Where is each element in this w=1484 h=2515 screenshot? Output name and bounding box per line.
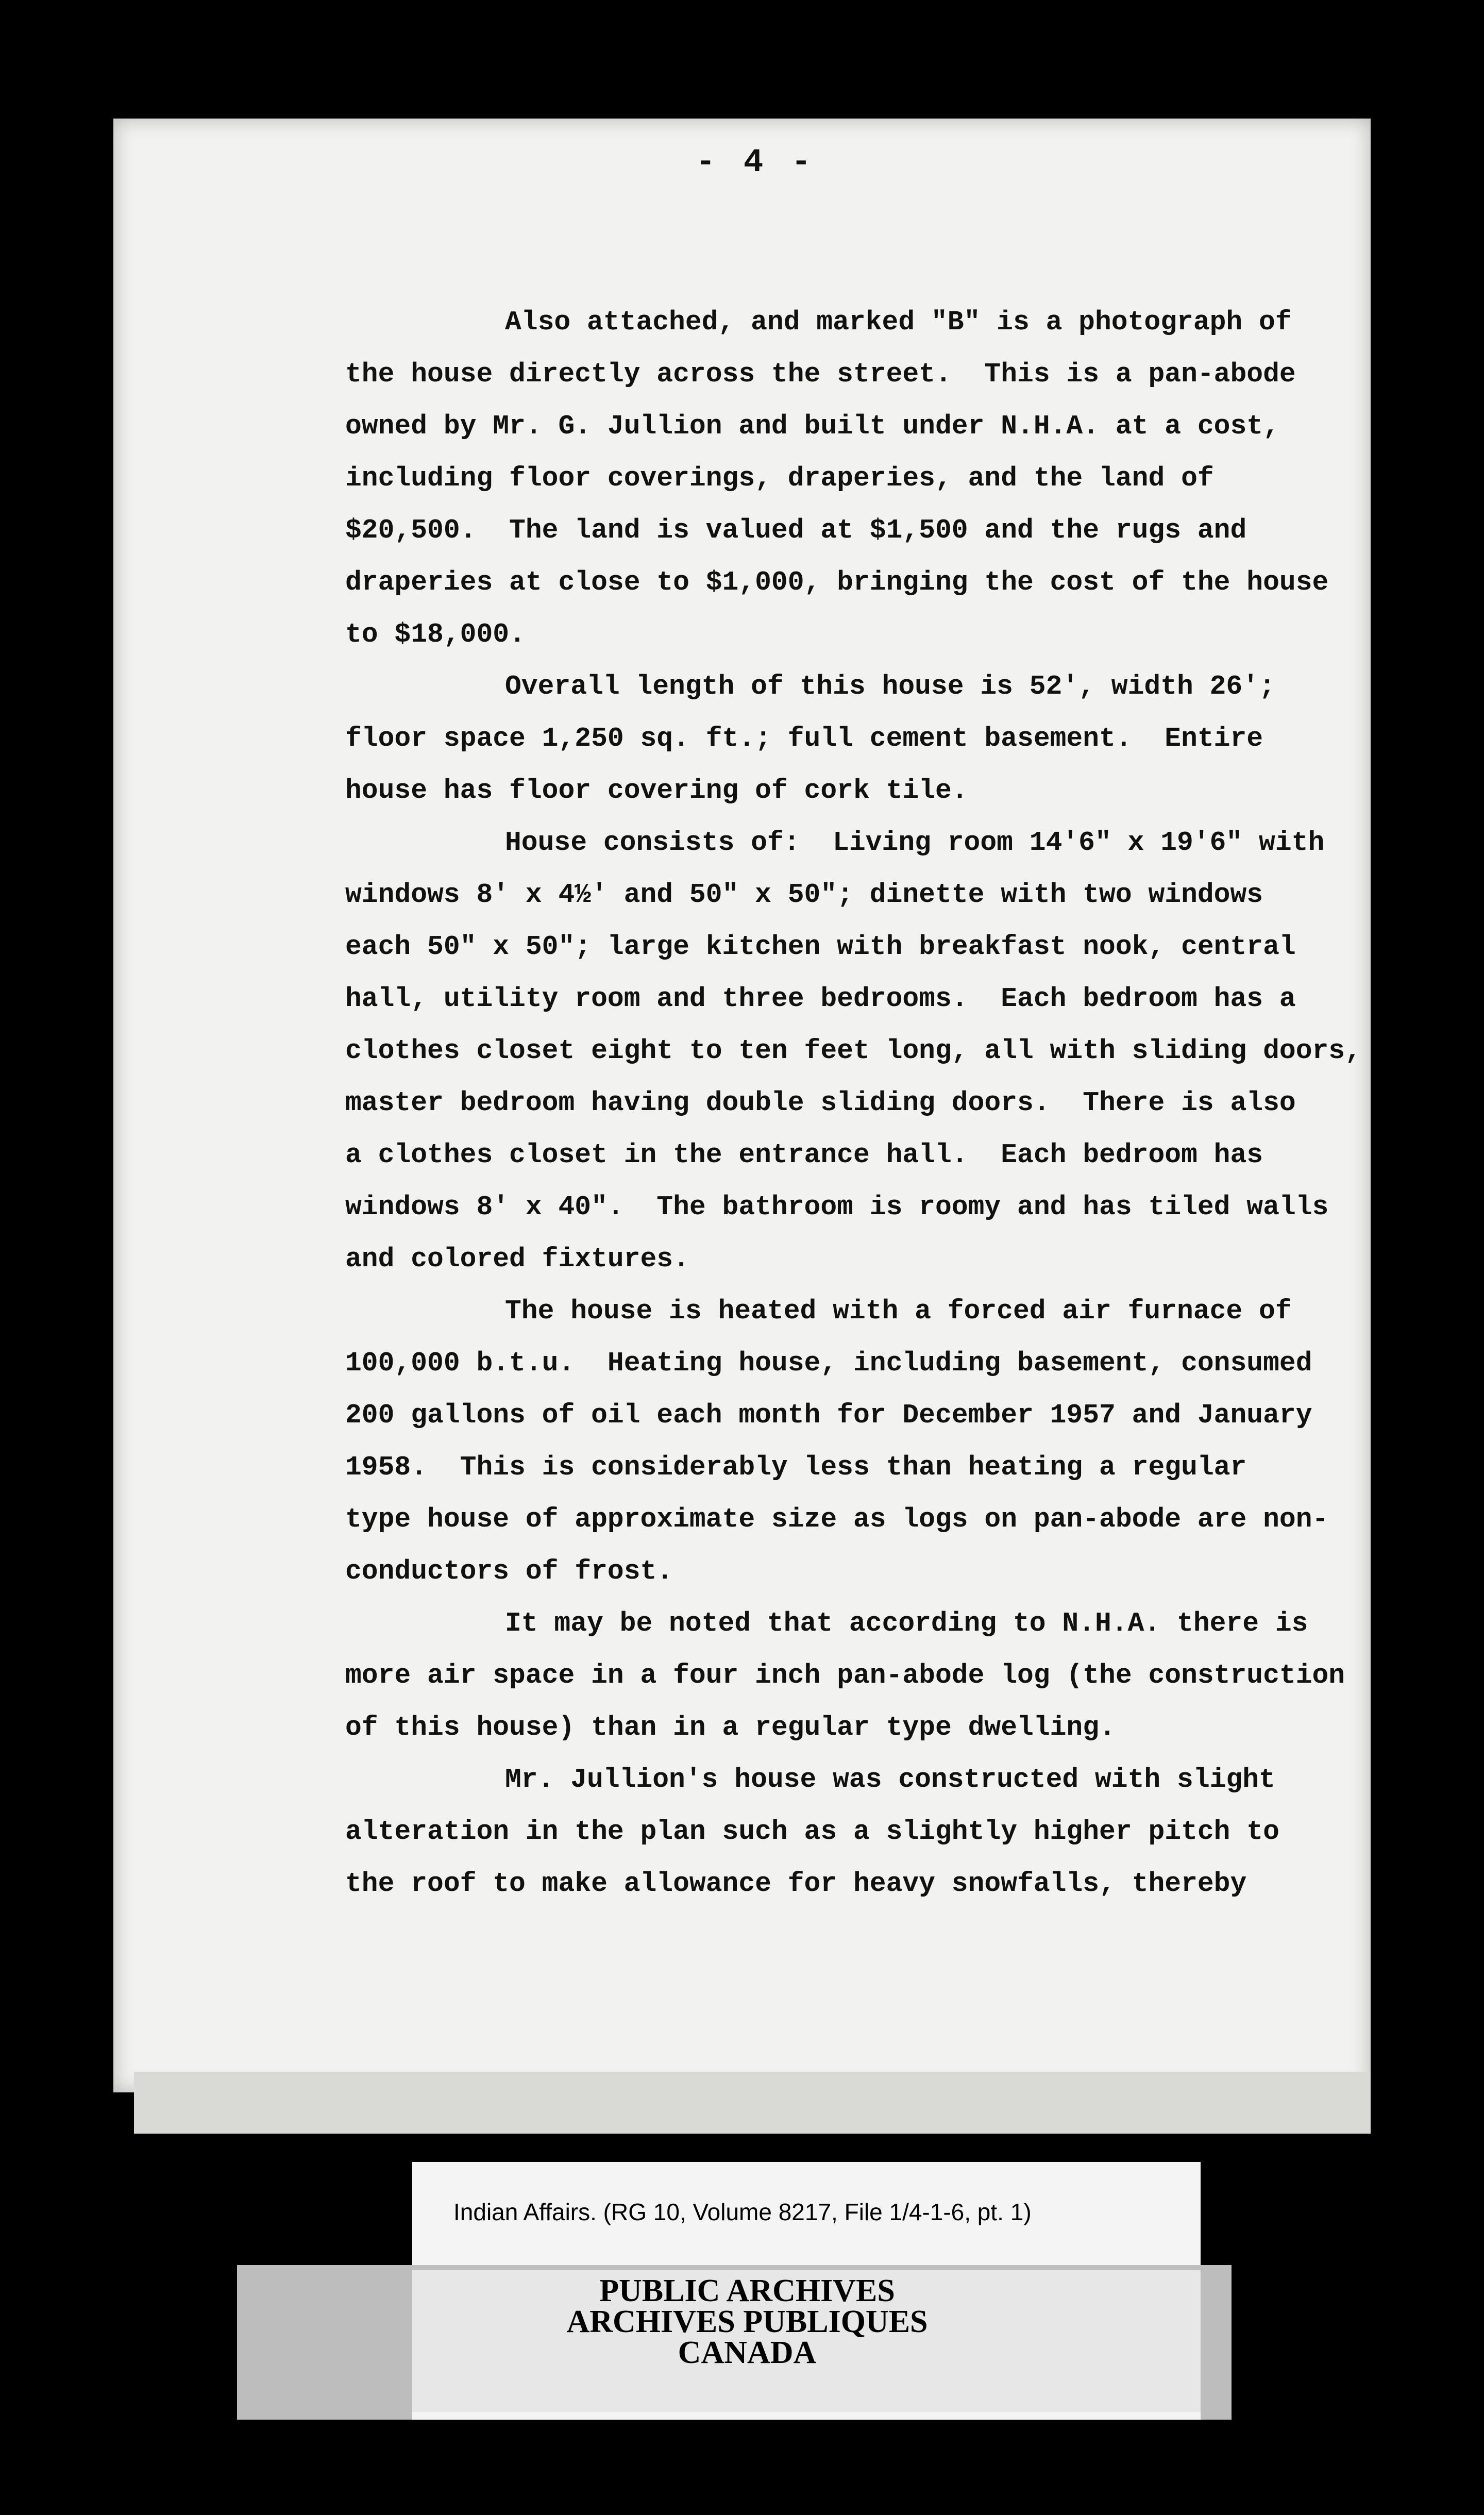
text-line: conductors of frost. — [345, 1556, 673, 1587]
stamp-line-3: CANADA — [678, 2335, 817, 2370]
label-bottom-strip — [412, 2412, 1201, 2420]
document-body — [345, 296, 1361, 1910]
text-line: floor space 1,250 sq. ft.; full cement basement. Entire — [345, 723, 1263, 754]
text-line: The house is heated with a forced air furnace of — [505, 1296, 1292, 1327]
text-line: more air space in a four inch pan-abode log (the construction — [345, 1660, 1345, 1691]
text-line: the roof to make allowance for heavy snowfalls, thereby — [345, 1868, 1247, 1899]
page-bottom-edge — [134, 2072, 1371, 2134]
text-line: master bedroom having double sliding doors. There is also — [345, 1087, 1296, 1118]
text-line: 200 gallons of oil each month for December 1957 and January — [345, 1400, 1312, 1431]
text-line: the house directly across the street. This is a pan-abode — [345, 359, 1296, 390]
text-line: draperies at close to $1,000, bringing the cost of the house — [345, 567, 1329, 598]
text-line: hall, utility room and three bedrooms. Each bedroom has a — [345, 983, 1296, 1014]
text-line: and colored fixtures. — [345, 1244, 689, 1275]
text-line: alteration in the plan such as a slightly higher pitch to — [345, 1816, 1279, 1847]
archive-citation: Indian Affairs. (RG 10, Volume 8217, File 1/4-1-6, pt. 1) — [453, 2199, 1032, 2225]
text-line: $20,500. The land is valued at $1,500 and the rugs and — [345, 515, 1247, 546]
text-line: It may be noted that according to N.H.A. there is — [505, 1608, 1308, 1639]
page-number: - 4 - — [696, 144, 816, 181]
text-line: to $18,000. — [345, 619, 526, 650]
text-line: House consists of: Living room 14'6" x 19'6" with — [505, 827, 1325, 858]
text-line: Mr. Jullion's house was constructed with slight — [505, 1764, 1275, 1795]
text-line: windows 8' x 4½' and 50" x 50"; dinette with two windows — [345, 879, 1263, 910]
text-line: Also attached, and marked "B" is a photograph of — [505, 307, 1292, 338]
text-line: including floor coverings, draperies, and the land of — [345, 463, 1214, 494]
text-line: of this house) than in a regular type dwelling. — [345, 1712, 1116, 1743]
archive-stamp — [515, 2275, 979, 2368]
text-line: clothes closet eight to ten feet long, all with sliding doors, — [345, 1035, 1361, 1066]
text-line: type house of approximate size as logs on pan-abode are non- — [345, 1504, 1329, 1535]
stamp-line-2: ARCHIVES PUBLIQUES — [566, 2304, 928, 2339]
text-line: windows 8' x 40". The bathroom is roomy and has tiled walls — [345, 1192, 1329, 1222]
text-line: house has floor covering of cork tile. — [345, 775, 968, 806]
text-line: 100,000 b.t.u. Heating house, including basement, consumed — [345, 1348, 1312, 1379]
text-line: 1958. This is considerably less than heating a regular — [345, 1452, 1247, 1483]
text-line: owned by Mr. G. Jullion and built under N.H.A. at a cost, — [345, 411, 1279, 442]
text-line: each 50" x 50"; large kitchen with breakfast nook, central — [345, 931, 1296, 962]
text-line: a clothes closet in the entrance hall. Each bedroom has — [345, 1139, 1263, 1170]
stamp-line-1: PUBLIC ARCHIVES — [599, 2273, 895, 2308]
text-line: Overall length of this house is 52', width 26'; — [505, 671, 1275, 702]
